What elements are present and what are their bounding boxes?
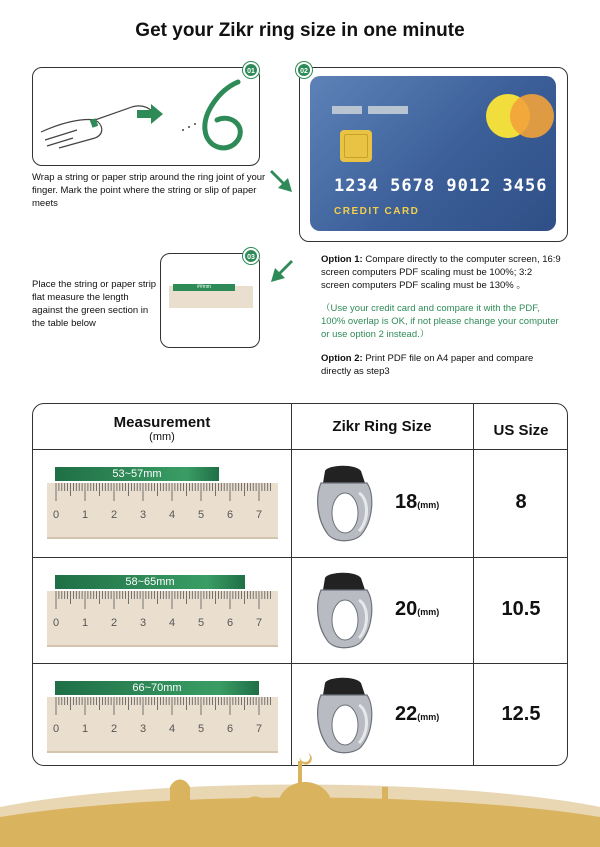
header-measurement-label: Measurement — [113, 414, 211, 431]
mosque-silhouette-decoration — [0, 747, 600, 847]
header-measurement-unit: (mm) — [149, 431, 175, 443]
step3-badge: 03 — [243, 248, 259, 264]
step3-ruler-box — [160, 253, 260, 348]
step1-text: Wrap a string or paper strip around the ring joint of your finger. Mark the point where the string or slip of paper meets — [32, 172, 266, 209]
measurement-range-bar: 66~70mm — [55, 681, 259, 695]
ruler-number: 3 — [140, 723, 147, 735]
us-size-value: 12.5 — [501, 703, 541, 725]
step1-badge: 01 — [243, 62, 259, 78]
zikr-size-number: 20 — [395, 598, 418, 620]
zikr-size-unit: (mm) — [417, 712, 440, 722]
ruler-number: 3 — [140, 617, 147, 629]
ruler-number: 2 — [111, 617, 118, 629]
zikr-size-value — [395, 491, 439, 514]
ruler-number: 0 — [53, 617, 60, 629]
ruler-number: 6 — [227, 723, 234, 735]
header-zikr-size: Zikr Ring Size — [332, 418, 432, 435]
zikr-ring-icon — [315, 463, 377, 543]
ruler-ticks — [47, 697, 278, 719]
ruler-numbers — [47, 617, 278, 631]
measurement-range-bar: 53~57mm — [55, 467, 219, 481]
ruler-number: 2 — [111, 509, 118, 521]
ruler-numbers — [47, 509, 278, 523]
card-logo-circle — [510, 94, 554, 138]
ruler-image — [47, 483, 278, 539]
card-number: 1234 5678 9012 3456 — [334, 176, 548, 196]
ruler-number: 2 — [111, 723, 118, 735]
step3-text: Place the string or paper strip flat measure the length against the green section in the table below — [32, 279, 157, 329]
zikr-size-value — [395, 598, 439, 621]
ruler-number: 1 — [82, 723, 89, 735]
ruler-number: 4 — [169, 723, 176, 735]
ruler-image — [47, 697, 278, 753]
ruler-ticks — [47, 483, 278, 505]
ruler-number: 5 — [198, 617, 205, 629]
ruler-number: 7 — [256, 617, 263, 629]
us-size-value: 8 — [515, 491, 527, 513]
option1-note: （Use your credit card and compare it with the PDF, 100% overlap is OK, if not please change your computer or use option 2 instead.） — [321, 303, 559, 340]
header-us-size: US Size — [493, 422, 549, 439]
page-title: Get your Zikr ring size in one minute — [135, 20, 465, 41]
zikr-size-value — [395, 703, 439, 726]
arrow-down-left-icon — [263, 256, 293, 284]
size-table — [32, 403, 568, 766]
option1-text: Compare directly to the computer screen, 16:9 screen computers PDF scaling must be 100%; 3:2 screen computers PDF scaling must be 130% 。 — [321, 254, 561, 291]
ruler-image — [47, 591, 278, 647]
zikr-size-number: 22 — [395, 703, 418, 725]
ruler-number: 6 — [227, 509, 234, 521]
mini-green-bar: ##mm — [173, 284, 235, 291]
option2-label: Option 2: — [321, 353, 363, 364]
ruler-number: 5 — [198, 509, 205, 521]
ruler-number: 1 — [82, 509, 89, 521]
card-label: CREDIT CARD — [334, 206, 420, 217]
zikr-size-number: 18 — [395, 491, 418, 513]
ruler-number: 4 — [169, 617, 176, 629]
zikr-ring-icon — [315, 570, 377, 650]
step2-badge: 02 — [296, 62, 312, 78]
ruler-number: 5 — [198, 723, 205, 735]
header-measurement — [33, 414, 291, 443]
ruler-ticks — [47, 591, 278, 613]
ruler-number: 6 — [227, 617, 234, 629]
ruler-number: 1 — [82, 617, 89, 629]
card-chip-icon — [340, 130, 372, 162]
option1-block — [321, 253, 561, 292]
option2-text: Print PDF file on A4 paper and compare directly as step3 — [321, 353, 534, 377]
zikr-size-unit: (mm) — [417, 607, 440, 617]
ruler-number: 4 — [169, 509, 176, 521]
card-stripe — [368, 106, 408, 114]
ruler-number: 0 — [53, 509, 60, 521]
card-stripe — [332, 106, 362, 114]
ruler-number: 0 — [53, 723, 60, 735]
arrow-down-right-icon — [270, 166, 300, 194]
option1-label: Option 1: — [321, 254, 363, 265]
ruler-number: 3 — [140, 509, 147, 521]
ruler-number: 7 — [256, 723, 263, 735]
us-size-value: 10.5 — [501, 598, 541, 620]
measurement-range-bar: 58~65mm — [55, 575, 245, 589]
zikr-ring-icon — [315, 675, 377, 755]
zikr-size-unit: (mm) — [417, 500, 440, 510]
table-row — [33, 449, 568, 557]
option2-block — [321, 352, 561, 378]
ruler-numbers — [47, 723, 278, 737]
step1-illustration — [32, 67, 260, 166]
table-row — [33, 557, 568, 663]
ruler-number: 7 — [256, 509, 263, 521]
credit-card-image — [310, 76, 556, 231]
hand-icon — [33, 68, 261, 167]
